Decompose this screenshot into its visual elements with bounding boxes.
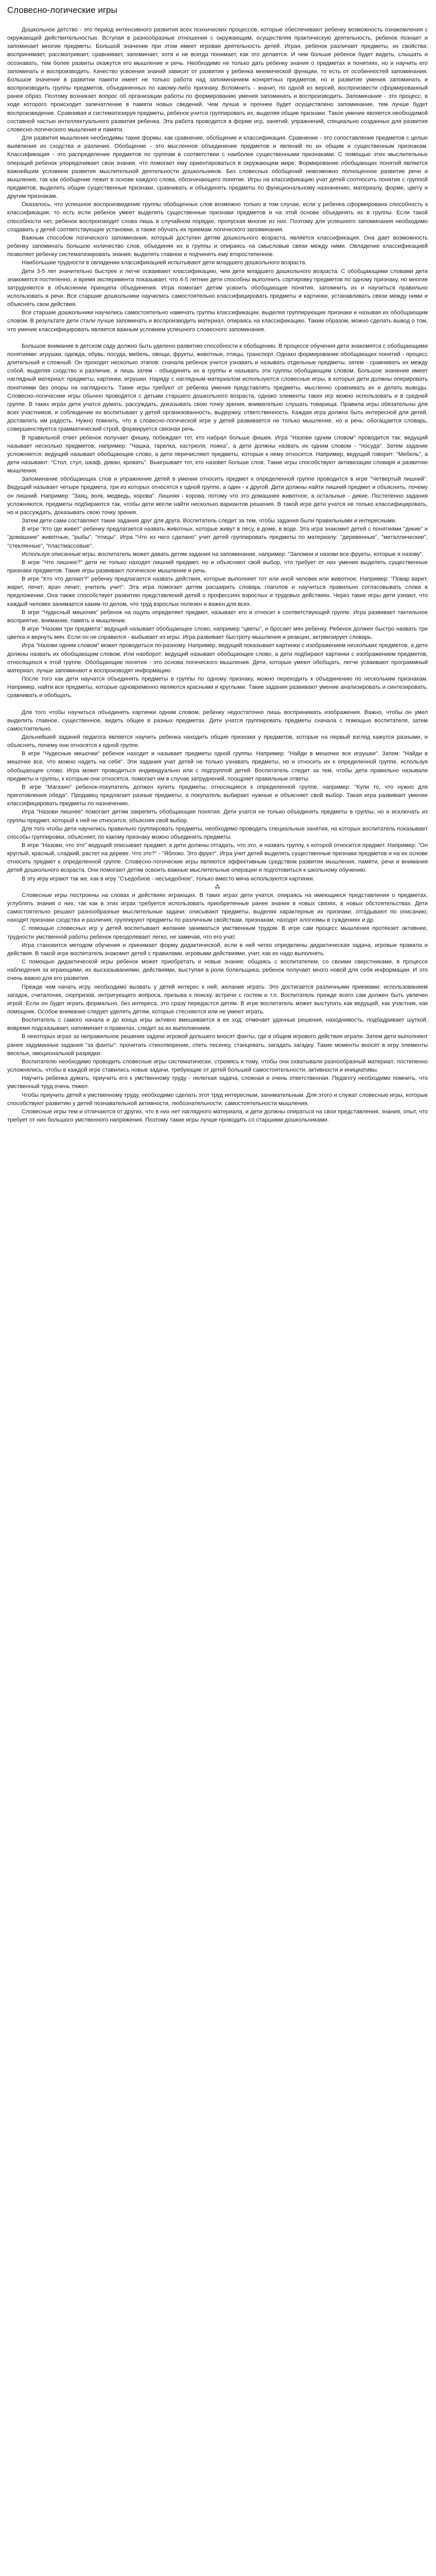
section-separator: ⁂	[214, 884, 221, 890]
paragraph: Большое внимание в детском саду должно быть уделено развитию способности к обобщению. В процессе обучения дети знакомятся с обобщающими понятиями: игрушки, одежда, обувь, посуда, мебель, овощи, фрукты, животные, птицы, транспорт. Однако формирование обобщающих понятий - процесс длительный и сложный. Он проходит несколько этапов: сначала ребенок учится узнавать и называть отдельные предметы, затем - сравнивать их между собой, выделяя сходство и различие, и лишь затем - объединять их в группы и называть эти группы обобщающим словом. Большое значение имеет наглядный материал: предметы, картинки, игрушки. Наряду с наглядным материалом используются словесные игры, в которых дети должны оперировать понятиями без опоры на наглядность. Такие игры требуют от ребенка умения представлять предметы, мысленно сравнивать их и делать выводы. Словесно-логические игры обычно проводятся с детьми старшего дошкольного возраста, однако элементы таких игр можно использовать и в средней группе. В таких играх дети учатся думать, рассуждать, доказывать свою точку зрения, внимательно слушать товарища. Правила игры обязательны для всех участников, и соблюдение их воспитывает у детей организованность, выдержку, ответственность. Каждая игра должна быть интересной для детей, доставлять им радость. Нужно помнить, что в словесно-логической игре у детей развивается не только мышление, но и речь: обогащается словарь, совершенствуется грамматический строй, формируется связная речь.	[7, 343, 428, 433]
paragraph: Запоминание обобщающих слов и упражнение детей в умении относить предмет к определенной группе проводится в игре "Четвертый лишний". Ведущий называет четыре предмета, три из которых относятся к одной группе, а один - к другой. Дети должны найти лишний предмет и объяснить, почему он лишний. Например: "Заяц, волк, медведь, корова". Лишняя - корова, потому что это домашнее животное, а остальные - дикие. Постепенно задания усложняются, предметы подбираются так, чтобы дети могли найти несколько вариантов решения. В такой игре дети учатся не только классифицировать, но и рассуждать, доказывать свою точку зрения.	[7, 476, 428, 516]
paragraph: В игре "Кто что делает?" ребенку предлагается назвать действия, которые выполняет тот или иной человек или животное. Например: "Повар варит, жарит, печет; врач лечит; учитель учит". Эта игра помогает детям расширить словарь глаголов и научиться правильно согласовывать слова в предложении. Она также способствует развитию представлений детей о профессиях взрослых и трудовых действиях. Через такие игры дети узнают, что каждый человек занимается каким-то делом, что труд взрослых полезен и важен для всех.	[7, 576, 428, 607]
paragraph: В игре "Назови три предмета" ведущий называет обобщающее слово, например "цветы", и бросает мяч ребенку. Ребенок должен быстро назвать три цветка и вернуть мяч. Если он не справился - выбывает из игры. Игра развивает быстроту мышления и реакции, активизирует словарь.	[7, 626, 428, 641]
paragraph: После того как дети научатся объединять предметы в группы по одному признаку, можно переходить к объединению по нескольким признакам. Например, найти все предметы, которые одновременно являются красными и круглыми. Такие задания развивают умение анализировать и синтезировать, сравнивать и обобщать.	[7, 676, 428, 699]
paragraph: В игре "Чудесные мешочки" ребенок находит и называет предметы одной группы. Например: "Найди в мешочке все игрушки". Затем: "Найди в мешочке все, что можно надеть на себя". Эти задания учат детей не только узнавать предметы, но и относить их к определенной группе, используя обобщающее слово. Игра может проводиться индивидуально или с подгруппой детей. Воспитатель следит за тем, чтобы дети правильно называли предметы и группы, к которым они относятся, помогает им в случае затруднений, поощряет правильные ответы.	[7, 751, 428, 782]
paragraph: В игре "Чудесный мешочек" ребенок на ощупь определяет предмет, называет его и относит к соответствующей группе. Игра развивает тактильное восприятие, внимание, память и мышление.	[7, 609, 428, 624]
paragraph: Прежде чем начать игру, необходимо вызвать у детей интерес к ней, желание играть. Это достигается различными приемами: использованием загадок, считалочек, сюрпризов, интригующего вопроса, призыва к поиску, встречи с гостем и т.п. Воспитатель прежде всего сам должен быть увлечен игрой. Если он будет играть формально, без интереса, это сразу передастся детям. В игре воспитатель может выступать как ведущий, как участник, как помощник. Особое внимание следует уделять детям, которые стесняются или не умеют играть.	[7, 984, 428, 1015]
paragraph: Дальнейшей задачей педагога является научить ребенка находить общие признаки у предметов, которые на первый взгляд кажутся разными, и объяснять, почему они относятся к одной группе.	[7, 734, 428, 749]
paragraph: В некоторых играх за неправильное решение задачи игровой дольшего вносят фанты, где в общем игрового действия играли. Затем дети выполняют ранее задуманные задания "за фанты": прочитать стихотворение, спеть песенку, станцевать, загадать загадку. Такие моменты вносят в игру элементы веселья, эмоциональной разрядки.	[7, 1033, 428, 1057]
paragraph: Чтобы приучить детей к умственному труду, необходимо сделать этот труд интересным, занимательным. Для этого и служат словесные игры, которые способствуют развитию у детей познавательной активности, любознательности, самостоятельности мышления.	[7, 1092, 428, 1107]
paragraph: Оказалось, что успешное воспроизведение группы обобщенных слов возможно только в том случае, если у ребенка сформирована способность к классификации, то есть если ребенок умеет выделять существенные признаки предметов и на этой основе объединять их в группы. Если такой способности нет, ребенок воспроизводит слова лишь в случайном порядке, пропуская многие из них. Поэтому для успешного запоминания необходимо создавать у детей соответствующие установки, а также обучать их приемам логического запоминания.	[7, 201, 428, 233]
paragraph: В эту игру играют так же, как в игру "Съедобное - несъедобное", только вместо мяча используются картинки.	[22, 875, 315, 882]
paragraph: Для того чтобы дети научились правильно группировать предметы, необходимо проводить специальные занятия, на которых воспитатель показывает способы группировки, объясняет, по какому признаку можно объединить предметы.	[7, 825, 428, 840]
paragraph: Затем дети сами составляют такие задания друг для друга. Воспитатель следит за тем, чтобы задания были правильными и интересными.	[22, 518, 397, 524]
paragraph: Словесные игры построены на словах и действиях играющих. В таких играх дети учатся, опираясь на имеющиеся представления о предметах, углублять знания о них, так как в этих играх требуется использовать приобретенные ранее знания в новых связях, в новых обстоятельствах. Дети самостоятельно решают разнообразные мыслительные задачи: описывают предметы, выделяя характерные их признаки; отгадывают по описанию; находят признаки сходства и различия; группируют предметы по различным свойствам, признакам; находят алогизмы в суждениях и др.	[7, 892, 428, 924]
paragraph: В игре "Что лишнее?" дети не только находят лишний предмет, но и объясняют свой выбор, что требует от них умения выделять существенные признаки предметов. Такие игры развивают логическое мышление и речь.	[7, 559, 428, 574]
paragraph: Для того чтобы научиться объединять картинки одним словом, ребенку недостаточно лишь воспринимать изображения. Важно, чтобы он умел выделить главное, существенное, видеть общее в разных предметах. Дети учатся группировать предметы сначала с помощью воспитателя, затем самостоятельно.	[7, 709, 428, 732]
paragraph: Для развития мышления необходимы такие формы, как сравнение, обобщение и классификация. Сравнение - это сопоставление предметов с целью выявления их сходства и различия. Обобщение - это мысленное объединение предметов и явлений по их общим и существенным признакам. Классификация - это распределение предметов по группам в соответствии с наиболее существенными признаками. С помощью этих мыслительных операций ребенок упорядочивает свои знания, что помогает ему ориентироваться в окружающем мире. Формирование обобщающих понятий является важнейшим условием развития мыслительной деятельности дошкольников. Без словесных обобщений невозможно полноценное развитие речи и мышления, так как обобщение лежит в основе каждого слова, обозначающего понятие. Игры на классификацию учат детей соотносить понятие с группой предметов, выделять общие существенные признаки, сравнивать и объединять предметы по функциональному назначению, материалу, форме, цвету и другим признакам.	[7, 135, 428, 200]
paragraph: Наибольшие трудности в овладении классификацией испытывают дети младшего дошкольного возраста.	[22, 260, 307, 266]
paragraph-gap	[7, 700, 428, 708]
paragraph: Дошкольное детство - это период интенсивного развития всех психических процессов, которые обеспечивают ребенку возможность ознакомления с окружающей действительностью. Вступая в разнообразные отношения с окружающим, осуществляя практическую деятельность, ребенок познает и запоминает многие предметы. Большой значение при этом имеет игровая деятельность детей. Играя, ребенок различает предметы, их свойства: воспринимает, рассматривает, сравнивает, запоминает, хотя и не всегда понимает, как это делается. И чем больше ребенок будет видеть, слышать и осознавать, тем более развиты окажутся его мышление и речь. Необходимо не только дать ребенку знания о предметах и понятиях, но и научить его запоминать и воспроизводить. Качество усвоения знаний зависит от развития у ребенка мнемической функции, то есть от особенностей запоминания. Большое значение в развитии памяти имеет не только работа над запоминанием конкретных предметов, но и развитие умения запоминать и воспроизводить группы предметов, объединенных по какому-либо признаку. Вспомнить - значит, по одной из версий, воспроизвести сформированный ранее образ. Поэтому возникает вопрос об организации работы по формированию умения запоминать и воспроизводить. Запоминание - это процесс, в ходе которого происходит запечатление в памяти новых сведений. Чем лучше и прочнее будет осуществлено запоминание, тем лучше будет воспроизведение. Сравнивая и систематизируя предметы, ребенок учится группировать их, выделяя общие признаки. Такое умение является необходимой составной частью интеллектуального развития ребенка. Эта работа проводится в форме игр, занятий, упражнений, специально созданных для развития словесно-логического мышления и памяти.	[7, 27, 428, 133]
paragraph: Воспитателю необходимо проводить словесные игры систематически, стремясь к тому, чтобы они охватывали разнообразный материал, постепенно усложнялись, чтобы в каждой игре ставились новые задачи, требующие от детей большей самостоятельности, активности и инициативы.	[7, 1058, 428, 1074]
article-body	[7, 26, 428, 1124]
paragraph: В игре "Кто где живет" ребенку предлагается назвать животных, которые живут в лесу, в доме, в воде. Эта игра знакомит детей с понятиями "дикие" и "домашние" животные, "рыбы", "птицы". Игра "Что из чего сделано" учит детей группировать предметы по материалу: "деревянные", "металлические", "стеклянные", "пластмассовые".	[7, 526, 428, 549]
paragraph: Все старшие дошкольники научились самостоятельно намечать группы классификации, выделяя группирующие признаки и называя их обобщающим словом. В результате дети стали лучше запоминать и воспроизводить материал, опираясь на классификацию. Таким образом, можно сделать вывод о том, что умение классифицировать является важным условием успешного словесного запоминания.	[7, 310, 428, 333]
document	[0, 0, 436, 1124]
paragraph: Воспитатель с самого начала и до конца игры активно вмешивается в ее ход: отмечает удачные решения, находчивость, подбадривает шуткой, вовремя подсказывает, напоминает о правилах, следит за их выполнением.	[7, 1017, 428, 1032]
page-title: Словесно-логические игры	[7, 5, 117, 15]
paragraph: Игра "Назови одним словом" может проводиться по-разному. Например, ведущий показывает картинки с изображением нескольких предметов, а дети должны назвать их обобщающим словом. Или наоборот: ведущий называет обобщающее слово, а дети подбирают картинки с изображением предметов, относящихся к этой группе. Обобщающие понятия - это основа логического мышления. Дети, которые умеют обобщать, легче усваивают программный материал, лучше запоминают и воспроизводят информацию.	[7, 642, 428, 674]
paragraph: Важным способом логического запоминания, который доступен детям дошкольного возраста, является классификация. Она дает возможность ребенку запоминать большое количество слов, объединяя их в группы и опираясь на смысловые связи между ними. Овладение классификацией позволяет ребенку систематизировать знания, выделять главное и подчинять ему второстепенное.	[7, 234, 428, 258]
paragraph: С помощью дидактической игры ребенок может приобретать и новые знания: общаясь с воспитателем, со своими сверстниками, в процессе наблюдения за играющими, их высказываниями, действиями, выступая в роли болельщика, ребенок получает много новой для себя информации. И это очень важно для его развития.	[7, 959, 428, 982]
paragraph: Научить ребенка думать, приучить его к умственному труду - нелегкая задача, сложная и очень ответственная. Педагогу необходимо помнить, что умственный труд очень тяжел.	[7, 1075, 428, 1090]
paragraph: Игра становится методом обучения и принимает форму дидактической, если в ней четко определены дидактическая задача, игровые правила и действия. В такой игре воспитатель знакомит детей с правилами, игровыми действиями, учит, как их надо выполнять.	[7, 942, 428, 957]
paragraph: Дети 3-5 лет значительно быстрее и легче осваивают классификацию, чем дети младшего дошкольного возраста. С обобщающими словами дети знакомятся постепенно, и время эксперимента показывает, что 4-5 летние дети способны выполнить сортировку предметов по одному признаку, но многие затрудняются в объяснении принципа объединения. Игра помогает детям усвоить обобщающие понятия, запомнить их и научиться правильно использовать в речи. Все старшие дошкольники научились самостоятельно классифицировать предметы и картинки, устанавливать связи между ними и объяснять свои действия.	[7, 268, 428, 308]
paragraph-gap	[7, 334, 428, 342]
paragraph: В игре "Назови, что это" ведущий описывает предмет, а дети должны отгадать, что это, и назвать группу, к которой относится предмет. Например: "Он круглый, красный, сладкий, растет на дереве. Что это?" - "Яблоко. Это фрукт". Игра учит детей выделять существенные признаки предметов и на их основе относить предмет к определенной группе. Словесно-логические игры являются эффективным средством развития мышления, памяти, речи и внимания детей дошкольного возраста. Они помогают детям освоить важные мыслительные операции и подготовиться к школьному обучению.	[7, 842, 428, 874]
paragraph: Игра "Назови лишнее" помогает детям закрепить обобщающие понятия. Дети учатся не только объединять предметы в группы, но и исключать из группы предмет, который к ней не относится, объясняя свой выбор.	[7, 809, 428, 824]
paragraph: В правильной ответ ребенок получает фишку, побеждает тот, кто набрал больше фишек. Игра "Назови одним словом" проводится так: ведущий называет несколько предметов, например: "Чашка, тарелка, кастрюля, ложка", а дети должны назвать их одним словом - "посуда". Затем задание усложняется: ведущий называет обобщающее слово, а дети перечисляют предметы, которые к нему относятся. Например, ведущий говорит: "Мебель", а дети называют: "Стол, стул, шкаф, диван, кровать". Выигрывает тот, кто назовет больше слов. Такие игры способствуют активизации словаря и развитию мышления.	[7, 434, 428, 474]
paragraph: В игре "Магазин" ребенок-покупатель должен купить предметы, относящиеся к определенной группе, например: "Купи то, что нужно для приготовления обеда". Продавец предлагает разные предметы, а покупатель выбирает нужные и объясняет свой выбор. Такая игра развивает умение классифицировать предметы по назначению.	[7, 784, 428, 807]
paragraph: С помощью словесных игр у детей воспитывают желание заниматься умственным трудом. В игре сам процесс мышления протекает активнее, трудности умственной работы ребенок преодолевает легко, не замечая, что его учат.	[7, 925, 428, 940]
paragraph: Словесные игры тем и отличаются от других, что в них нет наглядного материала, и дети должны опираться на свои представления, знания, опыт, что требует от них большого умственного напряжения. Поэтому такие игры лучше проводить со старшими дошкольниками.	[7, 1108, 428, 1123]
paragraph: Используя описанные игры, воспитатель может давать детям задания на запоминание, например: "Запомни и назови все фрукты, которые я назову".	[22, 551, 424, 557]
